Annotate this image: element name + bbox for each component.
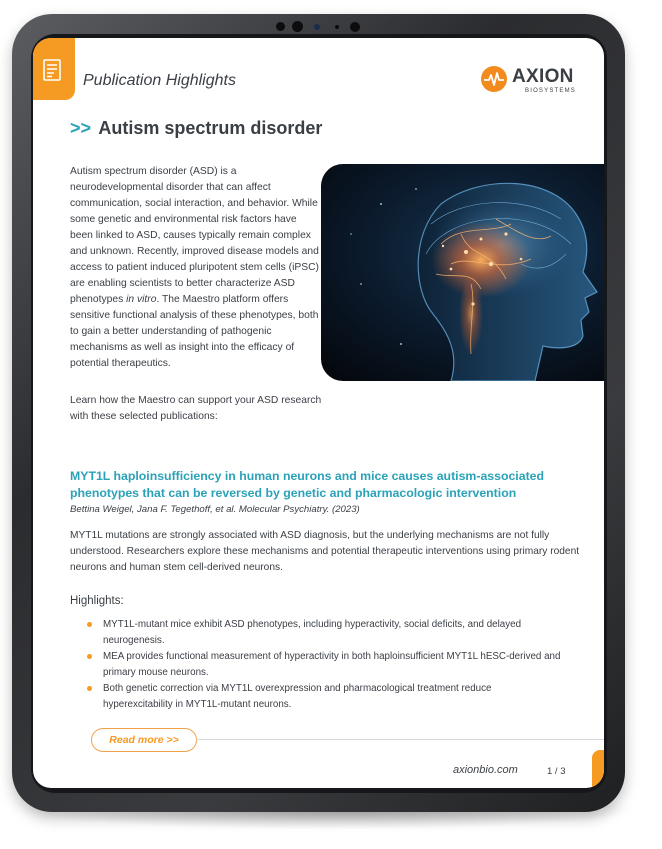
- document-icon: [41, 58, 65, 82]
- intro-cta: Learn how the Maestro can support your ASD research with these selected publications:: [70, 395, 322, 422]
- sensor-dot: [276, 22, 285, 31]
- axion-logo-mark: [481, 66, 507, 92]
- read-more-button[interactable]: Read more >>: [91, 728, 197, 752]
- corner-tab: [592, 750, 604, 788]
- logo-wordmark: AXION: [512, 66, 574, 87]
- heading-arrow: >>: [70, 118, 92, 138]
- topic-heading: [70, 118, 322, 139]
- highlight-text: MEA provides functional measurement of hyperactivity in both haploinsufficient MYT1L hESC-derived and primary mouse neurons.: [103, 651, 561, 678]
- footer-url[interactable]: axionbio.com: [453, 764, 518, 776]
- publication-authors: Bettina Weigel, Jana F. Tegethoff, et al. Molecular Psychiatry. (2023): [70, 504, 360, 515]
- intro-italic: in vitro: [126, 294, 157, 305]
- highlight-text: Both genetic correction via MYT1L overexpression and pharmacological treatment reduce hyperexcitability in MYT1L-mutant neurons.: [103, 683, 492, 710]
- highlights-list: [83, 617, 563, 713]
- brain-illustration: [321, 164, 604, 381]
- list-item: [83, 681, 563, 712]
- bullet-icon: [87, 654, 92, 659]
- document-page: [33, 38, 604, 788]
- sensor-dot: [335, 25, 339, 29]
- publication-summary: MYT1L mutations are strongly associated with ASD diagnosis, but the underlying mechanisms are not fully understood. Researchers explore these mechanisms and potential therapeutic interventions using primary rodent neurons and human stem cell-derived neurons.: [70, 530, 580, 573]
- publication-title[interactable]: MYT1L haploinsufficiency in human neurons and mice causes autism-associated phenotypes that can be reversed by genetic and pharmacologic intervention: [70, 469, 545, 500]
- logo-subtitle: BIOSYSTEMS: [525, 88, 577, 94]
- highlights-label: Highlights:: [70, 595, 124, 607]
- list-item: [83, 617, 563, 648]
- intro-text-end: . The Maestro platform offers sensitive functional analysis of these phenotypes, both to gain a better understanding of pathogenic mechanisms as well as insight into the efficacy of potential therapeutics.: [70, 294, 319, 369]
- sensor-dot: [350, 22, 360, 32]
- list-item: [83, 649, 563, 680]
- document-icon-tab: [33, 38, 75, 100]
- glowing-brain-head-image: [321, 164, 604, 381]
- highlight-text: MYT1L-mutant mice exhibit ASD phenotypes, including hyperactivity, social deficits, and delayed neurogenesis.: [103, 619, 522, 646]
- topic-title: Autism spectrum disorder: [98, 118, 323, 138]
- bullet-icon: [87, 622, 92, 627]
- sensor-dot: [292, 21, 303, 32]
- intro-text: Autism spectrum disorder (ASD) is a neurodevelopmental disorder that can affect communication, social interaction, and behavior. While some genetic and environmental risk factors have been linked to ASD, causes typically remain complex and unknown. Recently, improved disease models and access to patient induced pluripotent stem cells (iPSC) are enabling scientists to better characterize ASD phenotypes: [70, 166, 319, 305]
- intro-paragraph: [70, 164, 322, 372]
- bullet-icon: [87, 686, 92, 691]
- publication-highlights-title: Publication Highlights: [83, 72, 236, 89]
- page-number: 1 / 3: [547, 766, 566, 777]
- pulse-icon: [481, 66, 507, 92]
- axion-logo: [481, 64, 581, 98]
- camera-icon: [314, 24, 320, 30]
- divider: [196, 739, 604, 740]
